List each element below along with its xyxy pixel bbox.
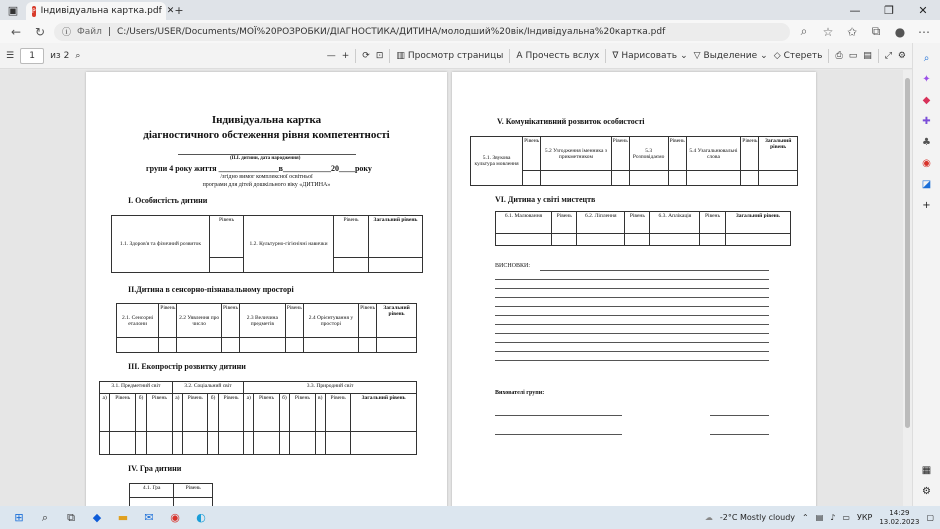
cell-words: 5.4 Узагальнювальні слова bbox=[686, 137, 741, 171]
card-subtitle: діагностичного обстеження рівня компетентності bbox=[143, 129, 390, 141]
chevron-down-icon[interactable]: ⌄ bbox=[760, 50, 768, 61]
table-cell-empty bbox=[285, 338, 303, 353]
table-cell-empty bbox=[700, 234, 725, 246]
sidebar-layout-icon[interactable]: ▦ bbox=[921, 464, 932, 476]
chrome-icon[interactable]: ◉ bbox=[170, 511, 180, 524]
table-cell-empty bbox=[541, 171, 612, 186]
cell-number: 2.2 Уявлення про число bbox=[177, 304, 222, 338]
windows-start-icon[interactable]: ⊞ bbox=[14, 511, 24, 524]
table-cell-empty bbox=[686, 171, 741, 186]
task-view-icon[interactable]: ⧉ bbox=[67, 510, 75, 524]
games-icon[interactable]: ♣ bbox=[922, 136, 931, 148]
table-cell-empty bbox=[668, 171, 686, 186]
pen-icon: ∇ bbox=[612, 50, 619, 61]
system-tray bbox=[705, 509, 934, 527]
dropbox-icon[interactable]: ◆ bbox=[92, 511, 102, 524]
table-cell-empty bbox=[625, 234, 650, 246]
favorites-icon[interactable]: ✩ bbox=[846, 24, 858, 39]
edge-sidebar bbox=[912, 43, 940, 506]
requirements-1: /згідно вимог комплексної освітньої bbox=[220, 174, 313, 180]
table-cell-empty bbox=[334, 258, 369, 273]
cell-level: Рівень bbox=[159, 304, 177, 338]
volume-icon[interactable]: ♪ bbox=[830, 513, 836, 522]
cell-size: 2.3 Величина предметів bbox=[240, 304, 286, 338]
read-aloud-icon: A bbox=[516, 50, 523, 61]
page-number-input[interactable]: 1 bbox=[20, 48, 44, 64]
close-window-icon[interactable]: ✕ bbox=[918, 3, 928, 17]
weather-text[interactable]: -2°C Mostly cloudy bbox=[719, 513, 796, 522]
tab-pdf[interactable] bbox=[26, 2, 175, 20]
table-cell-label: Рівень bbox=[523, 137, 541, 171]
settings-icon[interactable]: ⚙ bbox=[897, 50, 906, 61]
group-line: групи 4 року життя _______________в____________20____року bbox=[146, 164, 372, 173]
table-cell-label: Рівень bbox=[254, 394, 279, 432]
table-ecospace bbox=[99, 381, 417, 455]
contents-icon[interactable]: ☰ bbox=[6, 50, 15, 61]
book-icon: ▥ bbox=[396, 50, 405, 61]
table-arts bbox=[495, 211, 791, 246]
fill-in-line bbox=[495, 324, 769, 325]
mail-icon[interactable]: ✉ bbox=[144, 511, 154, 524]
table-cell-label: Загальний рівень bbox=[725, 212, 790, 234]
table-cell-empty bbox=[650, 234, 700, 246]
section-4-heading: IV. Гра дитини bbox=[128, 464, 182, 473]
copilot-icon[interactable]: ✦ bbox=[922, 73, 931, 85]
page-view-button[interactable] bbox=[396, 51, 503, 61]
cell-sound: 5.1. Звукова культура мовлення bbox=[471, 137, 523, 186]
minimize-icon[interactable]: — bbox=[849, 3, 861, 17]
table-cell-empty bbox=[279, 432, 290, 455]
draw-label: Нарисовать bbox=[621, 50, 678, 61]
rotate-icon[interactable]: ⟳ bbox=[362, 50, 370, 61]
fill-in-line bbox=[178, 154, 356, 155]
table-cell-empty bbox=[182, 432, 207, 455]
cell-objects: 3.1. Предметний світ bbox=[100, 382, 173, 394]
back-icon[interactable]: ← bbox=[10, 24, 22, 39]
fill-in-line bbox=[710, 434, 769, 435]
table-cell-empty bbox=[254, 432, 279, 455]
zoom-out-icon[interactable]: — bbox=[326, 50, 336, 61]
fill-in-line bbox=[495, 279, 769, 280]
cell-health: 1.1. Здоров'я та фізичний розвиток bbox=[112, 216, 210, 273]
cell-level: Рівень bbox=[174, 484, 213, 498]
pdf-page-2 bbox=[452, 72, 816, 512]
zoom-in-icon[interactable]: + bbox=[341, 50, 350, 61]
table-cell-label: Рівень bbox=[218, 394, 243, 432]
fill-in-line bbox=[495, 297, 769, 298]
cell-sensory: 2.1. Сенсорні еталони bbox=[117, 304, 159, 338]
pdf-page-1 bbox=[86, 72, 447, 512]
section-6-heading: VI. Дитина у світі мистецтв bbox=[495, 195, 596, 204]
highlight-label: Выделение bbox=[703, 50, 758, 61]
notifications-icon[interactable]: ▢ bbox=[926, 513, 934, 522]
new-tab-icon[interactable]: + bbox=[174, 3, 184, 17]
address-bar[interactable] bbox=[54, 23, 790, 41]
fit-page-icon[interactable]: ⊡ bbox=[375, 50, 384, 61]
address-bar-row bbox=[0, 20, 940, 43]
section-3-heading: ІІІ. Екопростір розвитку дитини bbox=[128, 362, 246, 371]
table-cell-empty bbox=[741, 171, 759, 186]
print-icon[interactable]: ⎙ bbox=[835, 50, 843, 61]
table-cell-empty bbox=[147, 432, 173, 455]
more-menu-icon[interactable]: ⋯ bbox=[918, 24, 930, 39]
table-cell-label: Рівень bbox=[110, 394, 136, 432]
tab-actions-icon[interactable]: ▣ bbox=[7, 3, 19, 17]
table-cell-empty bbox=[100, 432, 110, 455]
table-cell-empty bbox=[759, 171, 798, 186]
cell-level: Рівень bbox=[210, 216, 244, 258]
restore-icon[interactable]: ❐ bbox=[884, 3, 894, 17]
table-cell-label: Загальний рівень bbox=[351, 394, 417, 432]
teachers-label: Вихователі групи: bbox=[495, 390, 545, 396]
cell-social: 3.2. Соціальний світ bbox=[172, 382, 243, 394]
pdf-file-icon: P bbox=[32, 7, 36, 15]
table-cell-label: а) bbox=[244, 394, 254, 432]
page-count: из 2 bbox=[50, 50, 70, 61]
search-icon[interactable]: ⌕ bbox=[41, 510, 49, 524]
url-prefix: Файл bbox=[77, 26, 102, 37]
table-cell-label: Рівень bbox=[182, 394, 207, 432]
windows-taskbar bbox=[0, 506, 940, 529]
fill-in-line bbox=[495, 360, 769, 361]
office-icon[interactable]: ◉ bbox=[922, 157, 931, 169]
erase-label: Стереть bbox=[783, 50, 823, 61]
table-cell-label: б) bbox=[136, 394, 147, 432]
cell-hygiene: 1.2. Культурно-гігієнічні навички bbox=[244, 216, 334, 273]
info-icon: ⓘ bbox=[62, 28, 72, 38]
table-cell-empty bbox=[315, 432, 325, 455]
table-cell-label: Рівень bbox=[611, 137, 629, 171]
table-cell-label: Рівень bbox=[625, 212, 650, 234]
fullscreen-icon[interactable]: ⤢ bbox=[884, 50, 892, 61]
fill-in-line bbox=[495, 288, 769, 289]
table-cell-label: а) bbox=[100, 394, 110, 432]
fill-in-line bbox=[710, 415, 769, 416]
clock-date: 13.02.2023 bbox=[879, 517, 920, 526]
network-icon[interactable]: ▤ bbox=[815, 513, 824, 522]
erase-button[interactable] bbox=[774, 51, 823, 61]
favorite-star-icon[interactable]: ☆ bbox=[822, 24, 834, 39]
cell-drawing: 6.1. Малювання bbox=[496, 212, 552, 234]
table-cell-empty bbox=[208, 432, 219, 455]
table-cell-label: а) bbox=[172, 394, 182, 432]
table-communication bbox=[470, 136, 798, 186]
table-cell-label: Рівень bbox=[700, 212, 725, 234]
read-aloud-label: Прочесть вслух bbox=[525, 50, 600, 61]
table-cell-label: Рівень bbox=[668, 137, 686, 171]
table-cell-label: Рівень bbox=[290, 394, 315, 432]
table-cell-empty bbox=[351, 432, 417, 455]
table-cell-label: в) bbox=[315, 394, 325, 432]
file-explorer-icon[interactable]: ▬ bbox=[117, 511, 129, 524]
search-icon[interactable]: ⌕ bbox=[923, 52, 930, 64]
cell-orientation: 2.4 Орієнтування у просторі bbox=[303, 304, 358, 338]
table-cell-label: б) bbox=[279, 394, 290, 432]
table-cell-empty bbox=[159, 338, 177, 353]
scrollbar[interactable] bbox=[903, 70, 912, 506]
table-cell-empty bbox=[110, 432, 136, 455]
cell-level: Рівень bbox=[359, 304, 377, 338]
table-cell-empty bbox=[496, 234, 552, 246]
cell-total: Загальний рівень bbox=[369, 216, 423, 258]
table-cell-empty bbox=[244, 432, 254, 455]
highlight-button[interactable] bbox=[694, 51, 768, 61]
pdf-toolbar bbox=[0, 43, 912, 69]
cell-level: Рівень bbox=[285, 304, 303, 338]
fill-in-line bbox=[495, 333, 769, 334]
card-title: Індивідуальна картка bbox=[211, 114, 322, 126]
conclusions-label: ВИСНОВКИ: bbox=[495, 263, 531, 269]
outlook-icon[interactable]: ◪ bbox=[921, 178, 932, 190]
cell-play: 4.1. Гра bbox=[130, 484, 174, 498]
cell-level: Рівень bbox=[334, 216, 369, 258]
table-cell-empty bbox=[240, 338, 286, 353]
chevron-down-icon[interactable]: ⌄ bbox=[680, 50, 688, 61]
collections-icon[interactable]: ⧉ bbox=[871, 24, 881, 38]
table-cell-label: Рівень bbox=[552, 212, 577, 234]
save-as-icon[interactable]: ▤ bbox=[863, 50, 872, 61]
table-cell-empty bbox=[177, 338, 222, 353]
fill-in-line bbox=[495, 351, 769, 352]
cell-total: Загальний рівень bbox=[377, 304, 417, 338]
tools-icon[interactable]: ✚ bbox=[922, 115, 931, 127]
table-cell-label: Рівень bbox=[325, 394, 350, 432]
fill-in-line bbox=[495, 315, 769, 316]
shopping-icon[interactable]: ◆ bbox=[922, 94, 931, 106]
section-1-heading: І. Особистість дитини bbox=[128, 196, 208, 205]
language-indicator[interactable]: УКР bbox=[856, 513, 873, 522]
table-cell-label: Загальний рівень bbox=[759, 137, 798, 171]
table-sensory bbox=[116, 303, 417, 353]
table-cell-label: б) bbox=[208, 394, 219, 432]
table-cell-label: Рівень bbox=[741, 137, 759, 171]
fill-in-line bbox=[495, 342, 769, 343]
close-tab-icon[interactable]: ✕ bbox=[166, 6, 175, 16]
table-cell-empty bbox=[136, 432, 147, 455]
title-bar bbox=[0, 0, 940, 20]
edge-icon[interactable]: ◐ bbox=[196, 511, 206, 524]
cell-story: 5.3 Розповідаємо bbox=[629, 137, 668, 171]
fill-in-line bbox=[495, 415, 622, 416]
draw-button[interactable] bbox=[612, 51, 687, 61]
table-cell-empty bbox=[725, 234, 790, 246]
table-cell-empty bbox=[218, 432, 243, 455]
refresh-icon[interactable]: ↻ bbox=[34, 24, 46, 39]
table-cell-empty bbox=[117, 338, 159, 353]
table-cell-empty bbox=[290, 432, 315, 455]
table-cell-empty bbox=[523, 171, 541, 186]
search-icon[interactable]: ⌕ bbox=[75, 50, 81, 61]
table-cell-empty bbox=[552, 234, 577, 246]
table-cell-empty bbox=[629, 171, 668, 186]
save-icon[interactable]: ▭ bbox=[848, 50, 858, 61]
cell-level: Рівень bbox=[221, 304, 239, 338]
weather-cloud-icon: ☁ bbox=[704, 513, 713, 522]
sidebar-settings-icon[interactable]: ⚙ bbox=[922, 485, 931, 497]
url-text: C:/Users/USER/Documents/МОЇ%20РОЗРОБКИ/ДІАГНОСТИКА/ДИТИНА/молодший%20вік/Індивідуальна%20картка.pdf bbox=[116, 26, 666, 37]
table-cell-empty bbox=[369, 258, 423, 273]
name-hint: (П.І. дитини, дата народження) bbox=[230, 156, 301, 161]
table-cell-label: Рівень bbox=[147, 394, 173, 432]
zoom-icon[interactable]: ⌕ bbox=[800, 24, 808, 38]
highlighter-icon: ▽ bbox=[693, 50, 701, 61]
table-personality bbox=[111, 215, 423, 273]
battery-icon[interactable]: ▭ bbox=[842, 513, 850, 522]
table-cell-empty bbox=[210, 258, 244, 273]
fill-in-line bbox=[540, 270, 769, 271]
section-2-heading: ІІ.Дитина в сенсорно-пізнавальному просторі bbox=[128, 285, 294, 294]
add-icon[interactable]: + bbox=[922, 199, 931, 211]
page-view-label: Просмотр страницы bbox=[407, 50, 504, 61]
table-cell-empty bbox=[377, 338, 417, 353]
table-cell-empty bbox=[303, 338, 358, 353]
cell-agreement: 5.2 Узгодження іменника з прикметником bbox=[541, 137, 612, 171]
table-cell-empty bbox=[172, 432, 182, 455]
table-cell-empty bbox=[359, 338, 377, 353]
document-viewport[interactable] bbox=[0, 70, 912, 506]
fill-in-line bbox=[495, 434, 622, 435]
cell-nature: 3.3. Природний світ bbox=[244, 382, 417, 394]
cell-applique: 6.3. Аплікація bbox=[650, 212, 700, 234]
table-cell-empty bbox=[221, 338, 239, 353]
chevron-up-icon[interactable]: ⌃ bbox=[802, 513, 809, 522]
eraser-icon: ◇ bbox=[773, 50, 781, 61]
clock[interactable] bbox=[879, 509, 919, 527]
tab-title: Індивідуальна картка.pdf bbox=[40, 6, 162, 16]
section-5-heading: V. Комунікативний розвиток особистості bbox=[497, 117, 645, 126]
table-cell-empty bbox=[325, 432, 350, 455]
cell-modeling: 6.2. Ліплення bbox=[577, 212, 625, 234]
clock-time: 14:29 bbox=[889, 508, 910, 517]
profile-avatar-icon[interactable]: ● bbox=[894, 24, 906, 39]
table-cell-empty bbox=[577, 234, 625, 246]
sep-bar: | bbox=[107, 26, 111, 37]
requirements-2: програми для дітей дошкільного віку «ДИТИНА» bbox=[202, 182, 331, 188]
read-aloud-button[interactable] bbox=[516, 51, 599, 61]
table-cell-empty bbox=[611, 171, 629, 186]
fill-in-line bbox=[495, 306, 769, 307]
